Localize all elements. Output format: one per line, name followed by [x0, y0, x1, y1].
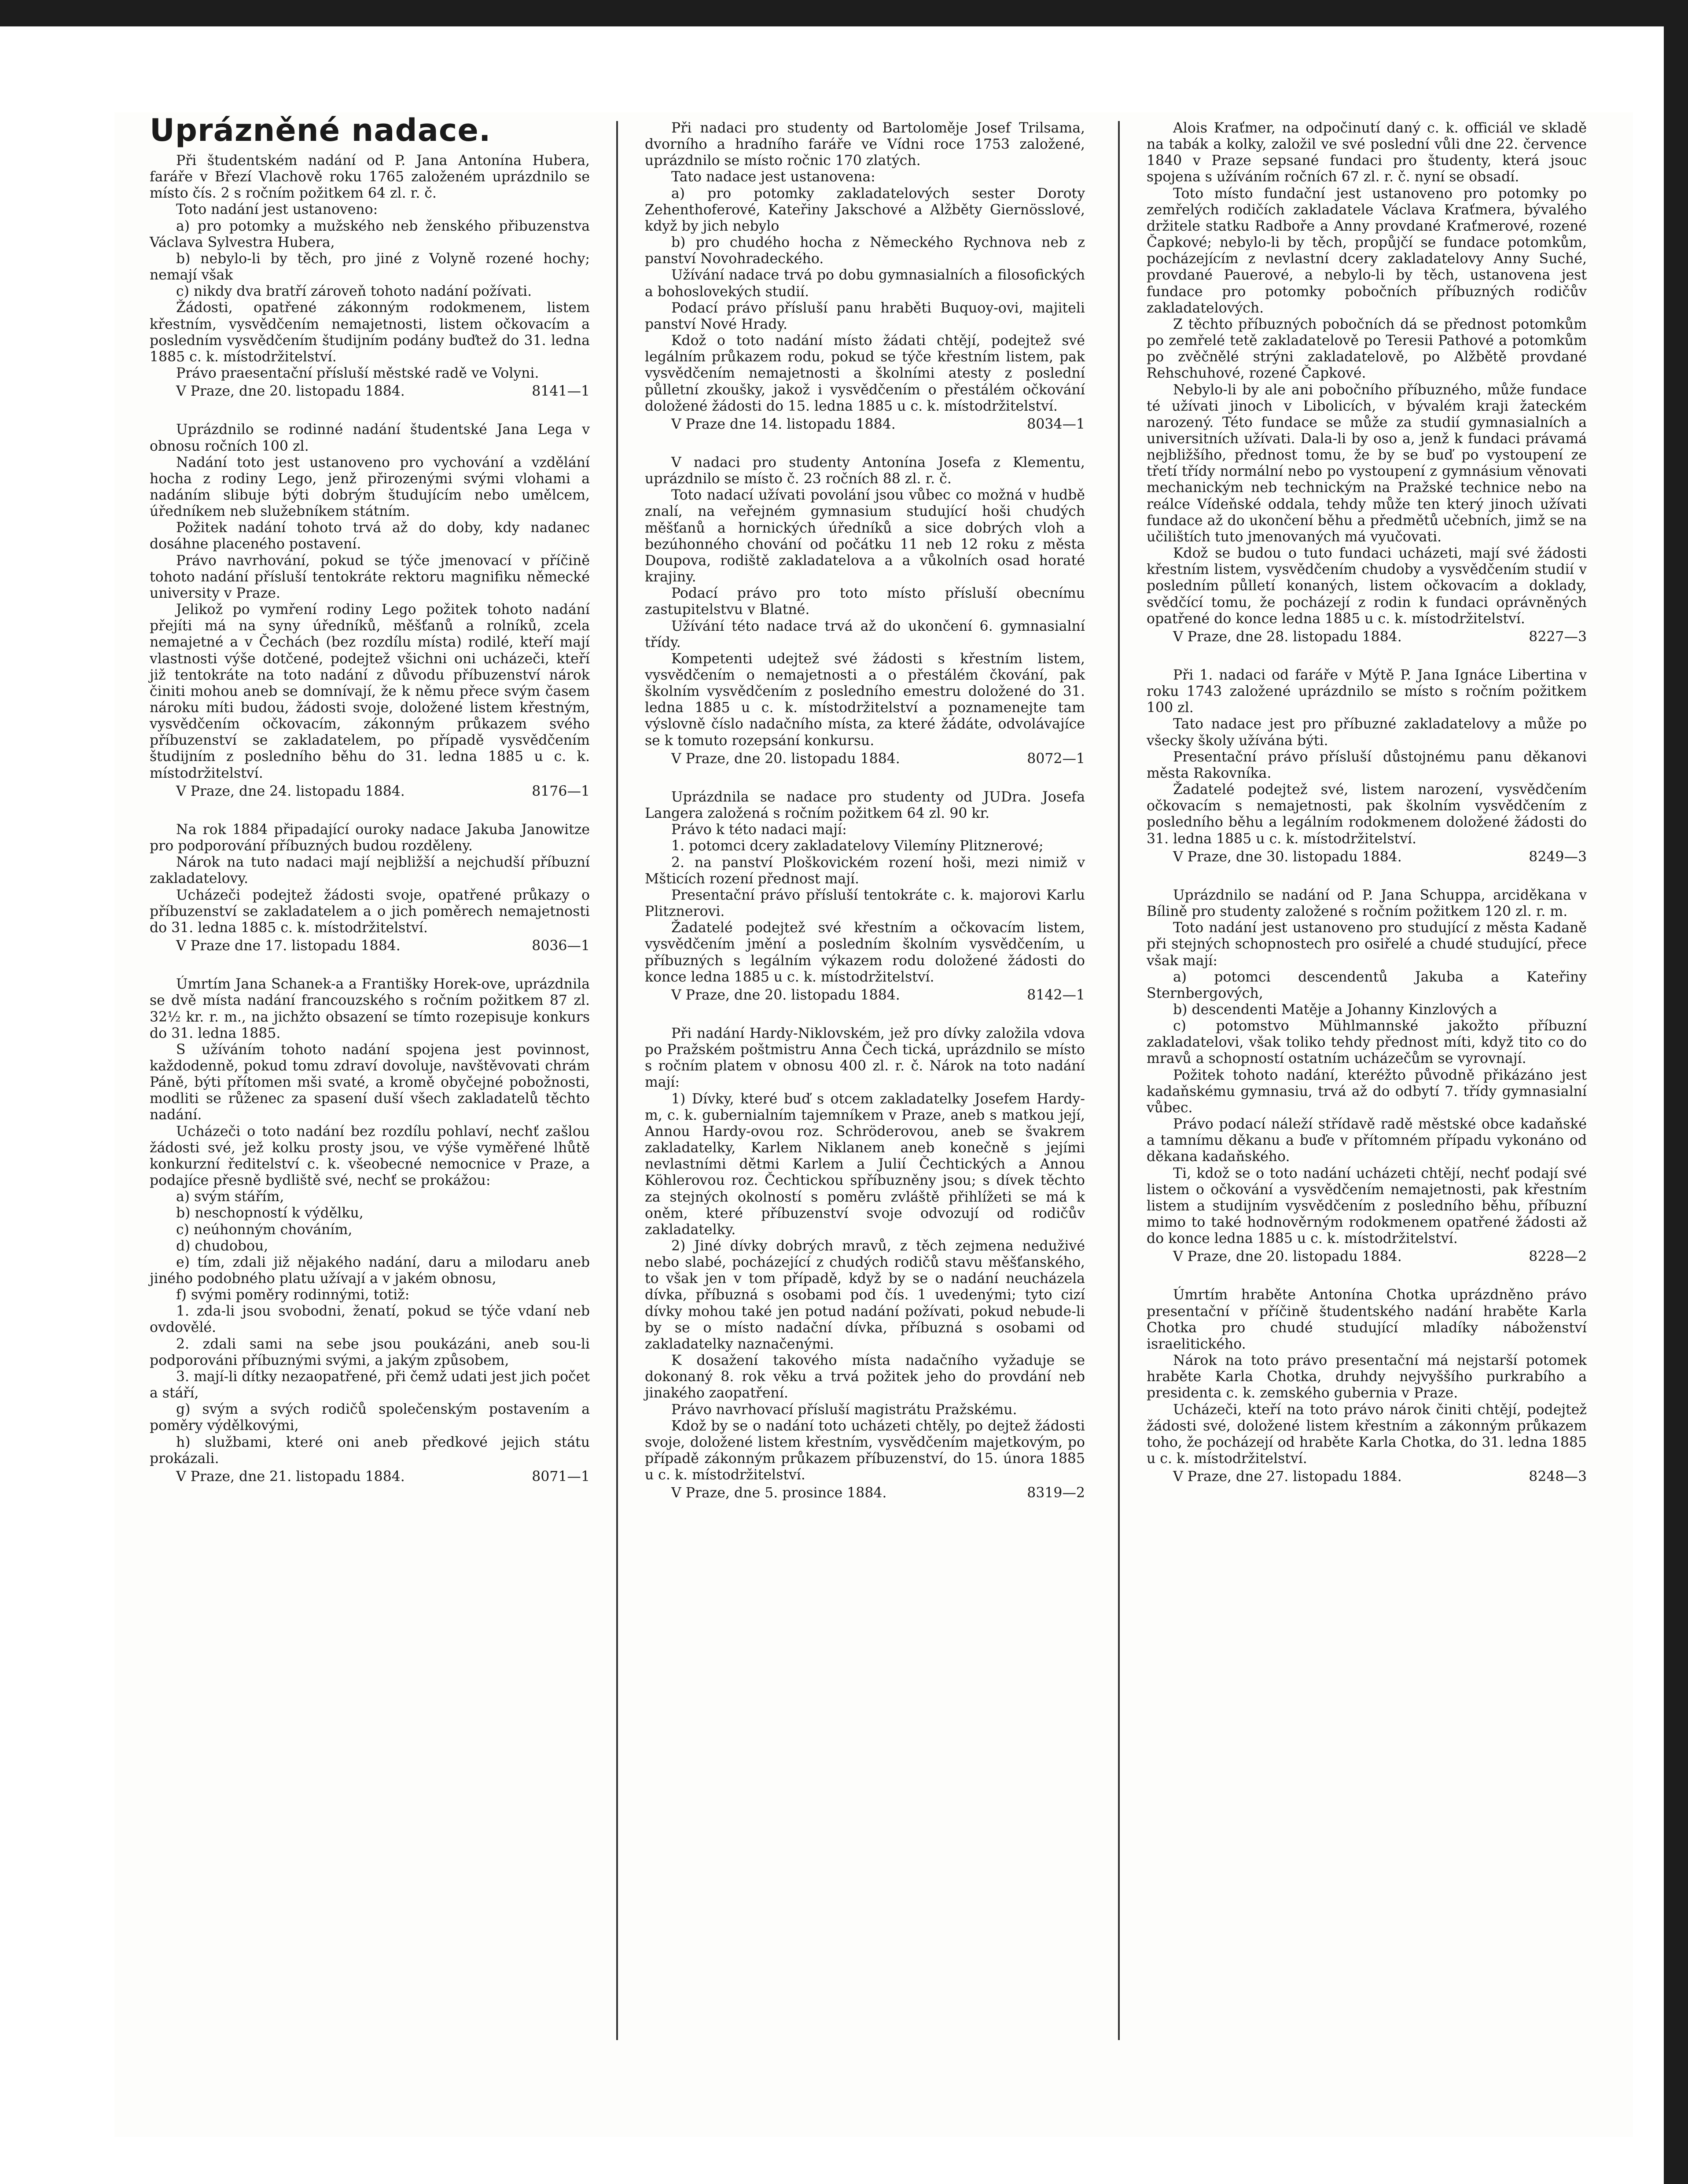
notice-huber [150, 153, 590, 400]
signature-place-date: V Praze, dne 20. listopadu 1884. [176, 383, 405, 400]
notice-paragraph: Úmrtím Jana Schanek-a a Františky Horek-ove, uprázdnila se dvě místa nadání francouzského s ročním požitkem 87 zl. 32½ kr. r. m., na jichžto obsazení se tímto rozepisuje konkurs do 31. ledna 1885. [150, 976, 590, 1041]
notice-paragraph: Úmrtím hraběte Antonína Chotka uprázdněno právo presentační v příčině študentského nadání hraběte Karla Chotka pro chudé studující mladíky náboženství israelitického. [1147, 1287, 1587, 1352]
notice-signature [645, 1485, 1085, 1501]
notice-lego [150, 422, 590, 800]
notice-paragraph: a) pro potomky zakladatelových sester Doroty Zehenthoferové, Kateřiny Jakschové a Alžběty Giernösslové, když by jich nebylo [645, 185, 1085, 234]
column-3 [1147, 112, 1587, 1507]
notice-libertin [1147, 667, 1587, 865]
notice-paragraph: a) pro potomky a mužského neb ženského přibuzenstva Václava Sylvestra Hubera, [150, 218, 590, 250]
notice-paragraph: Uprázdnilo se nadání od P. Jana Schuppa, arciděkana v Bílině pro studenty založené s ročním požitkem 120 zl. r. m. [1147, 887, 1587, 920]
signature-number: 8248—3 [1529, 1469, 1587, 1485]
notice-signature [150, 383, 590, 400]
notice-chotek [1147, 1287, 1587, 1485]
notice-signature [645, 751, 1085, 767]
notice-paragraph: K dosažení takového místa nadačního vyžaduje se dokonaný 8. rok věku a trvá požitek jeho do provdání neb jinakého zaopatření. [645, 1353, 1085, 1401]
list-item: c) neúhonným chováním, [176, 1221, 353, 1238]
notice-paragraph: Užívání nadace trvá po dobu gymnasialních a filosofických a bohoslovekých studií. [645, 267, 1085, 300]
newspaper-page [114, 112, 1633, 2137]
notice-kratmer [1147, 120, 1587, 645]
signature-number: 8227—3 [1529, 629, 1587, 645]
list-item: e) tím, zdali již nějakého nadání, daru a milodaru aneb jiného podobného platu užívají a v jakém obnosu, [150, 1254, 590, 1287]
column-rule [616, 121, 618, 2040]
column-rule [1118, 121, 1120, 2040]
signature-number: 8034—1 [1027, 416, 1085, 432]
notice-paragraph: Ucházeči, kteří na toto právo nárok činiti chtějí, podejtež žádosti své, doložené listem křestním a zákonným průkazem toho, že pocházejí od hraběte Karla Chotka, do 31. ledna 1885 u c. k. místodržitelství. [1147, 1401, 1587, 1467]
notice-schupp [1147, 887, 1587, 1265]
signature-place-date: V Praze, dne 20. listopadu 1884. [1173, 1249, 1402, 1265]
notice-paragraph: Při 1. nadaci od faráře v Mýtě P. Jana Ignáce Libertina v roku 1743 založené uprázdnilo se místo s ročním požitkem 100 zl. [1147, 667, 1587, 716]
notice-paragraph: Jelikož po vymření rodiny Lego požitek tohoto nadání přejíti má na syny úředníků, měšťanů a rolníků, zcela nemajetné a v Čechách (bez rozdílu místa) rodilé, kteří mají vlastnosti výše dotčené, podejtež všichni oni ucházeči, kteří již tentokráte na toto nadání z důvodu příbuzenství nárok činiti mohou aneb se domnívají, že k němu přece svým časem nároku míti budou, žádosti svoje, doložené listem křestným, vysvědčením očkovacím, zákonným průkazem svého příbuzenství se zakladatelem, po případě vysvědčením študijním z posledního běhu do 31. ledna 1885 u c. k. místodržitelství. [150, 602, 590, 781]
notice-paragraph: 2) Jiné dívky dobrých mravů, z těch zejmena neduživé nebo slabé, pocházející z chudých rodičů stavu měšťanského, to však jen v tom případě, když by se o nadání neucházela dívka, příbuzná s osobami pod čís. 1 uvedenými; tyto cizí dívky mohou také jen potud nadání požívati, pokud nebude-li by se o místo nadační dívka, příbuzná s osobami od zakladatelky naznačenými. [645, 1238, 1085, 1352]
signature-place-date: V Praze, dne 20. listopadu 1884. [671, 987, 900, 1003]
signature-place-date: V Praze, dne 30. listopadu 1884. [1173, 849, 1402, 865]
list-item: d) chudobou, [176, 1238, 268, 1254]
signature-place-date: V Praze, dne 27. listopadu 1884. [1173, 1469, 1402, 1485]
notice-paragraph: Kdož by se o nadání toto ucházeti chtěly, po dejtež žádosti svoje, doložené listem křestním, vysvědčením majetkovým, po případě zákonným průkazem příbuzenství, do 15. února 1885 u c. k. místodržitelství. [645, 1418, 1085, 1483]
notice-paragraph: Z těchto příbuzných pobočních dá se přednost potomkům po zemřelé tetě zakladatelově po Teresii Pathové a potomkům po zvěčnělé strýni zakladatelově, po Alžbětě provdané Rehschuhové, rozené Čapkové. [1147, 316, 1587, 382]
signature-place-date: V Praze dne 14. listopadu 1884. [671, 416, 896, 432]
notice-paragraph: Požitek tohoto nadání, kteréžto původně přikázáno jest kadaňskému gymnasiu, trvá až do odbytí 7. třídy gymnasialní vůbec. [1147, 1067, 1587, 1116]
signature-number: 8319—2 [1027, 1485, 1085, 1501]
list-item: a) svým stářím, [176, 1189, 284, 1205]
signature-number: 8176—1 [532, 783, 590, 799]
notice-paragraph: Presentační právo přísluší důstojnému panu děkanovi města Rakovníka. [1147, 749, 1587, 781]
notice-paragraph: b) nebylo-li by těch, pro jiné z Volyně rozené hochy; nemají však [150, 250, 590, 283]
notice-paragraph: Toto nadání jest ustanoveno pro studující z města Kadaně při stejných schopnostech pro osiřelé a chudé studující, přece však mají: [1147, 920, 1587, 969]
notice-paragraph: Ucházeči podejtež žádosti svoje, opatřené průkazy o příbuzenství se zakladatelem a o jich poměrech nemajetnosti do 31. ledna 1885 c. k. místodržitelství. [150, 887, 590, 936]
scan-border-right [1664, 0, 1688, 2184]
notice-paragraph: V nadaci pro studenty Antonína Josefa z Klementu, uprázdnilo se místo č. 23 ročních 88 zl. r. č. [645, 454, 1085, 487]
notice-janowitz [150, 822, 590, 954]
notice-paragraph: S užíváním tohoto nadání spojena jest povinnost, každodenně, pokud tomu zdraví dovoluje, navštěvovati chrám Páně, býti přítomen mši svaté, a kromě obyčejné pobožnosti, modliti se růženec za spasení duší všech zakladatelů těchto nadání. [150, 1041, 590, 1123]
notice-paragraph: Presentační právo přísluší tentokráte c. k. majorovi Karlu Plitznerovi. [645, 887, 1085, 920]
notice-schanek-horek [150, 976, 590, 1485]
section-title: Uprázněné nadace. [150, 112, 491, 148]
notice-paragraph: Toto nadací užívati povolání jsou vůbec co možná v hudbě znalí, na veřejném gymnasium studující hoši chudých měšťanů a hornických úředníků a sice dobrých vloh a bezúhonného chování od počátku 11 neb 12 roku z města Doupova, rodiště zakladatelova a a vůkolních osad horaté krajiny. [645, 487, 1085, 585]
notice-paragraph: Uprázdnilo se rodinné nadání študentské Jana Lega v obnosu ročních 100 zl. [150, 422, 590, 454]
notice-paragraph: Při nadaci pro studenty od Bartoloměje Josef Trilsama, dvorního a hradního faráře ve Vídni roce 1753 založené, uprázdnilo se místo ročnic 170 zlatých. [645, 120, 1085, 169]
notice-paragraph: 1. potomci dcery zakladatelovy Vilemíny Plitznerové; [671, 838, 1044, 854]
list-item: 2. zdali sami na sebe jsou poukázáni, aneb sou-li podporováni příbuznými svými, a jakým způsobem, [150, 1336, 590, 1368]
notice-paragraph: Žadatelé podejtež své, listem narození, vysvědčením očkovacím s nemajetnosti, pak školním vysvědčením z posledního běhu a legálním rodokmenem doložené žádosti do 31. ledna 1885 u c. k. místodržitelství. [1147, 782, 1587, 847]
signature-number: 8071—1 [532, 1468, 590, 1485]
notice-paragraph: Nárok na toto právo presentační má nejstarší potomek hraběte Karla Chotka, druhdy nejvyššího purkrabího a presidenta c. k. zemského gubernia v Praze. [1147, 1353, 1587, 1401]
notice-paragraph: Toto místo fundační jest ustanoveno pro potomky po zemřelých rodičích zakladatele Václava Kraťmera, bývalého držitele statku Radboře a Anny provdané Kraťmerové, rozené Čapkové; nebylo-li by těch, propůjčí se fundace potomkům, pocházejícím z nevlastní dcery zakladatelovy Anny Suché, provdané Pauerové, a nebylo-li by těch, ustanovena jest fundace pro potomky pobočních příbuzných rodičův zakladatelových. [1147, 185, 1587, 316]
notice-paragraph: 1) Dívky, které buď s otcem zakladatelky Josefem Hardy-m, c. k. gubernialním tajemníkem v Praze, aneb s matkou její, Annou Hardy-ovou roz. Schröderovou, aneb se švakrem zakladatelky, Karlem Niklanem aneb konečně s jejími nevlastními dětmi Karlem a Julií Čechtických a Annou Köhlerovou roz. Čechtickou spříbuzněny jsou; s dívek těchto za stejných okolností s poměru zvláště přihlížeti se má k oněm, které příbuzenství svoje odvozují od rodičův zakladatelky. [645, 1091, 1085, 1238]
notice-paragraph: Uprázdnila se nadace pro studenty od JUDra. Josefa Langera založená s ročním požitkem 64 zl. 90 kr. [645, 789, 1085, 822]
list-item: b) neschopností k výdělku, [176, 1205, 364, 1221]
notice-signature [150, 938, 590, 954]
notice-signature [1147, 1249, 1587, 1265]
notice-paragraph: Právo navrhování, pokud se týče jmenovací v příčině tohoto nadání přísluší tentokráte rektoru magnifiku německé university v Praze. [150, 552, 590, 601]
notice-trilsam [645, 120, 1085, 433]
notice-paragraph: Právo navrhovací přísluší magistrátu Pražskému. [671, 1401, 1017, 1418]
notice-signature [1147, 629, 1587, 645]
signature-place-date: V Praze, dne 20. listopadu 1884. [671, 750, 900, 767]
notice-paragraph: c) potomstvo Mühlmannské jakožto příbuzní zakladatelovi, však toliko tehdy přednost míti, když tito co do mravů a schopností ostatním ucházečům se vyrovnají. [1147, 1018, 1587, 1067]
signature-place-date: V Praze, dne 21. listopadu 1884. [176, 1468, 405, 1485]
notice-signature [645, 987, 1085, 1004]
notice-paragraph: 2. na panství Ploškovickém rození hoši, mezi nimiž v Mšticích rození přednost mají. [645, 854, 1085, 887]
notice-paragraph: Podací právo pro toto místo přísluší obecnímu zastupitelstvu v Blatné. [645, 585, 1085, 618]
notice-langer [645, 789, 1085, 1004]
notice-paragraph: Nárok na tuto nadaci mají nejbližší a nejchudší příbuzní zakladatelovy. [150, 854, 590, 887]
notice-paragraph: Kompetenti udejtež své žádosti s křestním listem, vysvědčením o nemajetnosti a o přestálém čkování, pak školním vysvědčením z posledního emestru doložené do 31. ledna 1885 u c. k. místodržitelství a poznamenejte tam výslovně číslo nadačního místa, za které žádáte, odvolávajíce se k tomuto rozepsání konkursu. [645, 651, 1085, 749]
list-item: f) svými poměry rodinnými, totiž: [176, 1287, 410, 1303]
notice-paragraph: Právo praesentační přísluší městské radě ve Volyni. [176, 365, 539, 382]
list-item: 3. mají-li dítky nezaopatřené, při čemž udati jest jich počet a stáří, [150, 1368, 590, 1401]
list-item: 1. zda-li jsou svobodni, ženatí, pokud se týče vdaní neb ovdovělé. [150, 1303, 590, 1336]
notice-paragraph: Toto nadání jest ustanoveno: [176, 202, 378, 218]
notice-paragraph: Tato nadace jest pro příbuzné zakladatelovy a může po všecky školy užívána býti. [1147, 716, 1587, 749]
notice-paragraph: Užívání této nadace trvá až do ukončení 6. gymnasialní třídy. [645, 618, 1085, 651]
notice-paragraph: Právo podací náleží střídavě radě městské obce kadaňské a tamnímu děkanu a buďe v přítomném případu vykonáno od děkana kadaňského. [1147, 1116, 1587, 1165]
notice-signature [1147, 849, 1587, 865]
notice-paragraph: Nadání toto jest ustanoveno pro vychování a vzdělání hocha z rodiny Lego, jenž přirozenými svými vlohami a nadáním slibuje býti dobrým študujícím nebo umělcem, úředníkem neb služebníkem státním. [150, 454, 590, 520]
signature-place-date: V Praze, dne 24. listopadu 1884. [176, 783, 405, 799]
notice-paragraph: Na rok 1884 připadající ouroky nadace Jakuba Janowitze pro podporování příbuzných budou rozděleny. [150, 821, 590, 854]
signature-place-date: V Praze, dne 28. listopadu 1884. [1173, 629, 1402, 645]
notice-paragraph: c) nikdy dva bratří zároveň tohoto nadání požívati. [176, 283, 532, 300]
notice-paragraph: Kdož se budou o tuto fundaci ucházeti, mají své žádosti křestním listem, vysvědčením chudoby a vysvědčením studií v posledním půlletí konaných, listem očkovacím a doklady, svědčící tomu, že pocházejí z rodin k fundaci oprávněných opatřené do konce ledna 1885 u c. k. místodržitelství. [1147, 545, 1587, 627]
notice-paragraph: Žadatelé podejtež své křestním a očkovacím listem, vysvědčením jmění a posledním školním vysvědčením, u příbuzných s legálním výkazem rodu doložené žádosti do konce ledna 1885 u c. k. místodržitelství. [645, 920, 1085, 985]
signature-place-date: V Praze dne 17. listopadu 1884. [176, 938, 401, 954]
notice-paragraph: Požitek nadání tohoto trvá až do doby, kdy nadanec dosáhne placeného postavení. [150, 520, 590, 552]
notice-paragraph: Kdož o toto nadání místo žádati chtějí, podejtež své legálním průkazem rodu, pokud se týče křestním listem, pak vysvědčením nemajetnosti a školními atesty z poslední půlletní zkoušky, jakož i vysvědčením o přestálém očkování doložené žádosti do 15. ledna 1885 u c. k. místodržitelství. [645, 333, 1085, 414]
signature-number: 8072—1 [1027, 750, 1085, 767]
column-1 [150, 112, 590, 1507]
notice-signature [1147, 1469, 1587, 1485]
notice-paragraph: Nebylo-li by ale ani pobočního příbuzného, může fundace té užívati jinoch v Libolicích, v bývalém kraji žateckém narozený. Této fundace se může za studií gymnasialních a universitních užívati. Dala-li by oso a, jenž k fundaci právamá nejbližšího, přednost tomu, že by se buď po vystoupení ze třetí třídy normální nebo po vystoupení z gymnásium věnovati mechanickým neb technickým na Pražské technice nebo na reálce Vídeňské oddala, tehdy může ten který jinoch užívati fundace až do ukončení běhu a předmětů učebních, jimž se na učilištích tuto jmenovaných má vyučovati. [1147, 382, 1587, 545]
notice-paragraph: Při nadání Hardy-Niklovském, jež pro dívky založila vdova po Pražském poštmistru Anna Čech tická, uprázdnilo se místo s ročním platem v obnosu 400 zl. r. č. Nárok na toto nadání mají: [645, 1025, 1085, 1091]
notice-klement [645, 455, 1085, 767]
list-item: g) svým a svých rodičů společenským postavením a poměry výdělkovými, [150, 1401, 590, 1434]
notice-paragraph: Při študentském nadání od P. Jana Antonína Hubera, faráře v Březí Vlachově roku 1765 založeném uprázdnilo se místo čís. 2 s ročním požitkem 64 zl. r. č. [150, 153, 590, 202]
notice-hardy-niklovske [645, 1026, 1085, 1502]
notice-paragraph: b) descendenti Matěje a Johanny Kinzlových a [1173, 1001, 1497, 1018]
signature-number: 8228—2 [1529, 1249, 1587, 1265]
notice-signature [645, 416, 1085, 433]
signature-number: 8142—1 [1027, 987, 1085, 1003]
scan-border-top [0, 0, 1688, 26]
notice-paragraph: Alois Kraťmer, na odpočinutí daný c. k. officiál ve skladě na tabák a kolky, založil ve své poslední vůli dne 22. července 1840 v Praze sepsané fundaci pro študenty, která jsouc spojena s užíváním ročních 67 zl. r. č. nyní se obsadí. [1147, 120, 1587, 185]
notice-paragraph: b) pro chudého hocha z Německého Rychnova neb z panství Novohradeckého. [645, 235, 1085, 267]
list-item: h) službami, které oni aneb předkové jejich státu prokázali. [150, 1434, 590, 1467]
notice-paragraph: Žádosti, opatřené zákonným rodokmenem, listem křestním, vysvědčením nemajetnosti, listem očkovacím a posledním vysvědčením študijním podány buďtež do 31. ledna 1885 c. k. místodržitelství. [150, 300, 590, 365]
notice-paragraph: Tato nadace jest ustanovena: [671, 169, 875, 185]
signature-number: 8249—3 [1529, 849, 1587, 865]
notice-paragraph: Právo k této nadaci mají: [671, 822, 847, 838]
notice-paragraph: a) potomci descendentů Jakuba a Kateřiny Sternbergových, [1147, 969, 1587, 1001]
signature-place-date: V Praze, dne 5. prosince 1884. [671, 1485, 887, 1501]
signature-number: 8141—1 [532, 383, 590, 400]
notice-paragraph: Ti, kdož se o toto nadání ucházeti chtějí, nechť podají své listem o očkování a vysvědčením nemajetnosti, pak křestním listem a studijním vysvědčením z posledního běhu, příbuzní mimo to také hodnověrným rodokmenem opatřené žádosti až do konce ledna 1885 u c. k. místodržitelství. [1147, 1165, 1587, 1247]
notice-signature [150, 783, 590, 800]
notice-paragraph: Podací právo přísluší panu hraběti Buquoy-ovi, majiteli panství Nové Hrady. [645, 300, 1085, 332]
signature-number: 8036—1 [532, 938, 590, 954]
column-2 [645, 112, 1085, 1524]
notice-paragraph: Ucházeči o toto nadání bez rozdílu pohlaví, nechť zašlou žádosti své, jež kolku prosty jsou, ve výše vyměřené lhůtě konkurzní ředitelství c. k. všeobecné nemocnice v Praze, a podajíce přesně bydliště své, nechť se prokážou: [150, 1123, 590, 1189]
notice-signature [150, 1469, 590, 1485]
